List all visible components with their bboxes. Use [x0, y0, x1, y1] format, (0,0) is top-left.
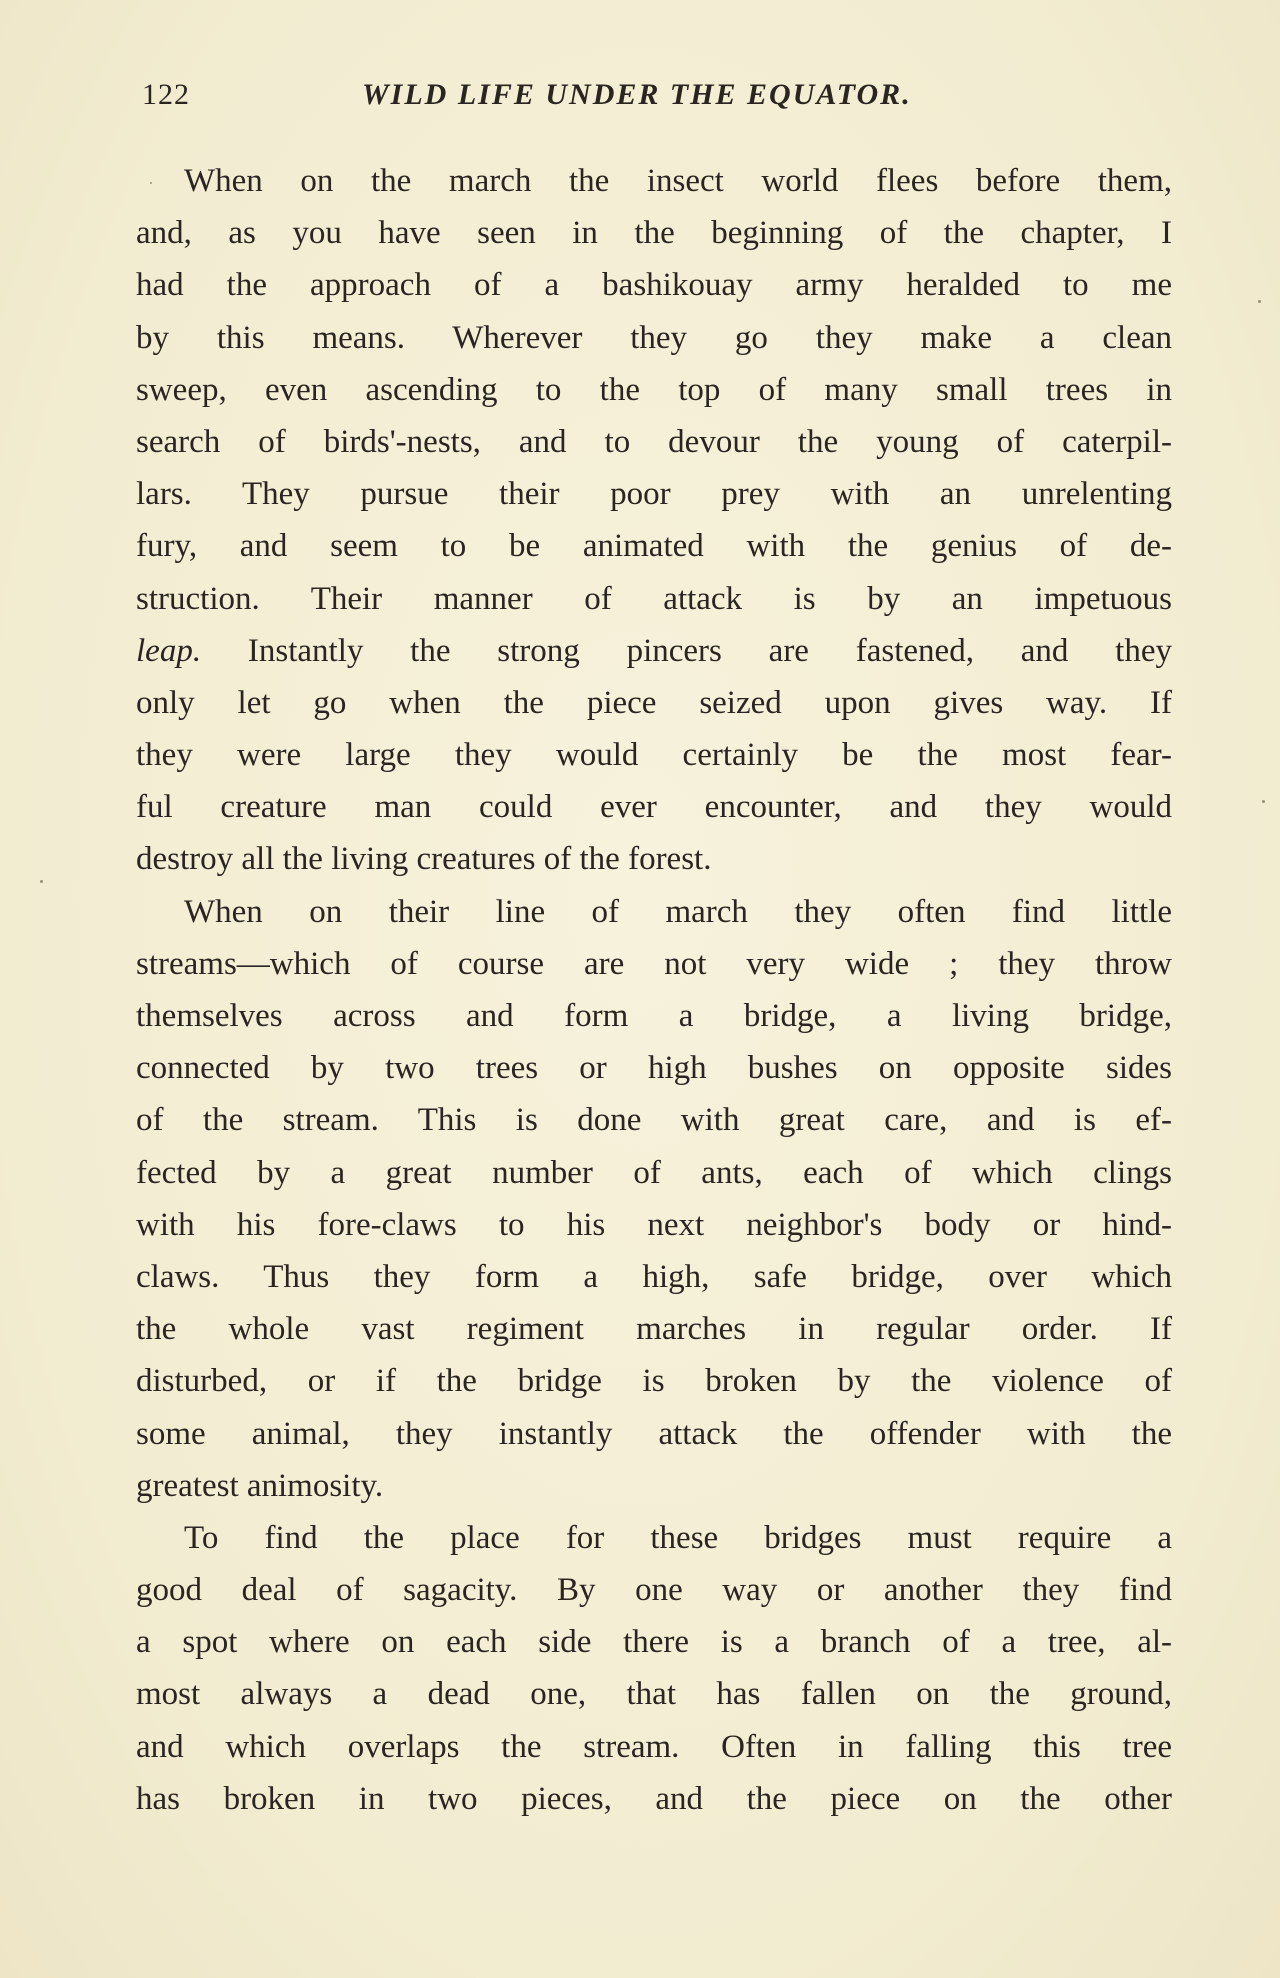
text-line: most always a dead one, that has fallen on the ground,: [136, 1676, 1172, 1713]
text-line-remainder: Instantly the strong pincers are fastened, and they: [201, 632, 1172, 669]
text-line: has broken in two pieces, and the piece on the other: [136, 1780, 1172, 1817]
text-line: search of birds'-nests, and to devour the young of caterpil-: [136, 423, 1172, 460]
text-line: When on the march the insect world flees before them,: [184, 163, 1172, 199]
paper-speck: [1262, 800, 1265, 803]
running-title: WILD LIFE UNDER THE EQUATOR.: [362, 78, 912, 111]
text-line: To find the place for these bridges must require a: [184, 1519, 1172, 1556]
text-line: sweep, even ascending to the top of many small trees in: [136, 371, 1172, 408]
text-line: a spot where on each side there is a branch of a tree, al-: [136, 1624, 1172, 1661]
text-line: had the approach of a bashikouay army heralded to me: [136, 267, 1172, 304]
text-line: of the stream. This is done with great care, and is ef-: [136, 1102, 1172, 1139]
text-line: fury, and seem to be animated with the genius of de-: [136, 528, 1172, 565]
text-line: by this means. Wherever they go they make a clean: [136, 319, 1172, 356]
paper-speck: [40, 880, 43, 883]
text-line: ful creature man could ever encounter, and they would: [136, 789, 1172, 826]
paper-speck: [1258, 300, 1261, 303]
page-number: 122: [142, 78, 190, 111]
text-line: fected by a great number of ants, each of which clings: [136, 1154, 1172, 1191]
text-line: some animal, they instantly attack the offender with the: [136, 1415, 1172, 1452]
text-line: struction. Their manner of attack is by an impetuous: [136, 580, 1172, 617]
text-line: with his fore-claws to his next neighbor's body or hind-: [136, 1206, 1172, 1243]
text-line: and, as you have seen in the beginning of the chapter, I: [136, 215, 1172, 252]
text-line: themselves across and form a bridge, a living bridge,: [136, 998, 1172, 1034]
body-text: [136, 155, 1172, 1825]
text-line: lars. They pursue their poor prey with an unrelenting: [136, 476, 1172, 513]
text-line: the whole vast regiment marches in regular order. If: [136, 1311, 1172, 1348]
text-line: claws. Thus they form a high, safe bridge, over which: [136, 1258, 1172, 1295]
text-line: good deal of sagacity. By one way or another they find: [136, 1572, 1172, 1609]
text-line: When on their line of march they often find little: [184, 893, 1172, 930]
text-line: destroy all the living creatures of the forest.: [136, 841, 712, 878]
text-line: connected by two trees or high bushes on opposite sides: [136, 1050, 1172, 1087]
paper-speck: [150, 182, 152, 184]
text-line: they were large they would certainly be the most fear-: [136, 737, 1172, 774]
page-header: [142, 78, 1142, 128]
text-line: only let go when the piece seized upon gives way. If: [136, 684, 1172, 721]
text-line: disturbed, or if the bridge is broken by the violence of: [136, 1363, 1172, 1400]
text-line: and which overlaps the stream. Often in falling this tree: [136, 1728, 1172, 1765]
text-line: greatest animosity.: [136, 1467, 384, 1504]
italic-word: leap.: [136, 632, 202, 669]
text-line: streams—which of course are not very wide ; they throw: [136, 945, 1172, 982]
text-line-with-italic: [136, 625, 1172, 677]
